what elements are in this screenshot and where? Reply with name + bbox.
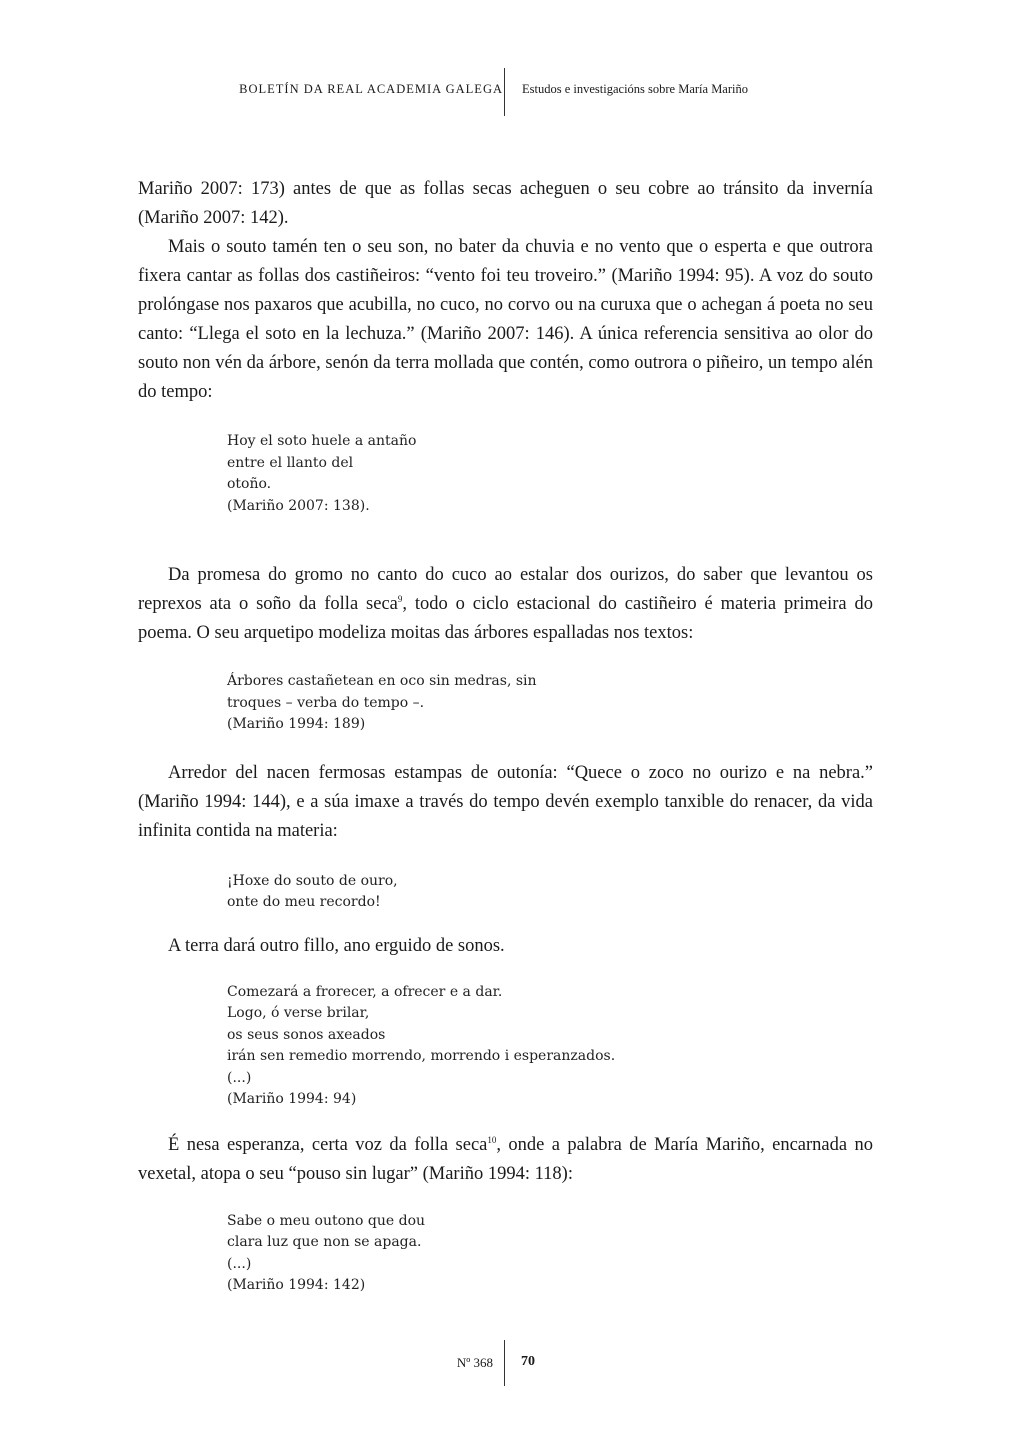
header-divider xyxy=(504,68,505,116)
verse-quote xyxy=(138,982,873,1111)
paragraph xyxy=(138,561,873,648)
paragraph: A terra dará outro fillo, ano erguido de sonos. xyxy=(168,935,505,956)
verse-line: Árbores castañetean en oco sin medras, sin xyxy=(227,673,537,689)
paragraph: Arredor del nacen fermosas estampas de outonía: “Quece o zoco no ourizo e na nebra.” (Mariño 1994: 144), e a súa imaxe a través do tempo devén exemplo tanxible do renacer, da vida infinita contida na materia: xyxy=(138,762,873,841)
verse-line: ¡Hoxe do souto de ouro, xyxy=(227,872,398,889)
issue-number: Nº 368 xyxy=(456,1355,493,1370)
page-number: 70 xyxy=(521,1354,535,1369)
verse-line: (Mariño 2007: 138). xyxy=(227,497,370,514)
verse-line: (Mariño 1994: 94) xyxy=(227,1091,357,1107)
verse-line: clara luz que non se apaga. xyxy=(227,1234,422,1250)
text-run: É nesa esperanza, certa voz da folla seca xyxy=(168,1134,488,1155)
paragraph: Mariño 2007: 173) antes de que as follas secas acheguen o seu cobre ao tránsito da invernía (Mariño 2007: 142). xyxy=(138,179,873,228)
verse-line: (...) xyxy=(227,1069,252,1086)
verse-quote xyxy=(138,1211,873,1297)
verse-line: Hoy el soto huele a antaño xyxy=(227,433,417,449)
verse-line: irán sen remedio morrendo, morrendo i esperanzados. xyxy=(227,1048,616,1064)
verse-line: otoño. xyxy=(227,476,272,492)
running-header xyxy=(0,68,1010,118)
verse-quote xyxy=(138,431,873,517)
verse-line: entre el llanto del xyxy=(227,454,354,471)
verse-line: onte do meu recordo! xyxy=(227,894,381,910)
journal-title: BOLETÍN DA REAL ACADEMIA GALEGA xyxy=(239,82,503,96)
page-body xyxy=(138,175,873,1297)
verse-line: os seus sonos axeados xyxy=(227,1026,386,1043)
text-run: , onde a palabra de María Mariño, encarnada no vexetal, atopa o seu “pouso sin lugar” (Mariño 1994: 118): xyxy=(138,1134,874,1184)
verse-line: Sabe o meu outono que dou xyxy=(227,1212,426,1229)
text-run: , todo o ciclo estacional do castiñeiro é materia primeira do poema. O seu arquetipo modeliza moitas das árbores espalladas nos textos: xyxy=(138,594,873,643)
verse-line: Logo, ó verse brilar, xyxy=(227,1005,370,1021)
verse-line: troques – verba do tempo –. xyxy=(227,694,425,711)
verse-line: (...) xyxy=(227,1255,252,1272)
verse-line: (Mariño 1994: 142) xyxy=(227,1277,366,1293)
verse-quote xyxy=(138,871,873,914)
section-title: Estudos e investigacións sobre María Mariño xyxy=(522,82,748,96)
page-footer xyxy=(0,1340,1010,1388)
paragraph xyxy=(138,1131,873,1189)
verse-quote xyxy=(138,671,873,736)
footnote-marker: 10 xyxy=(487,1134,497,1145)
paragraph: Mais o souto tamén ten o seu son, no bater da chuvia e no vento que o esperta e que outrora fixera cantar as follas dos castiñeiros: “vento foi teu troveiro.” (Mariño 1994: 95). A voz do souto prolóngase nos paxaros que acubilla, no cuco, no corvo ou na curuxa que o achegan á poeta no seu canto: “Llega el soto en la lechuza.” (Mariño 2007: 146). A única referencia sensitiva ao olor do souto non vén da árbore, senón da terra mollada que contén, como outrora o piñeiro, un tempo alén do tempo: xyxy=(138,237,873,402)
text-run: Da promesa do gromo no canto do cuco ao estalar dos ourizos, do saber que levantou os reprexos ata o soño da folla seca xyxy=(138,565,873,614)
verse-line: Comezará a frorecer, a ofrecer e a dar. xyxy=(227,983,503,1000)
footer-divider xyxy=(504,1340,505,1386)
verse-line: (Mariño 1994: 189) xyxy=(227,716,366,732)
footnote-marker: 9 xyxy=(397,593,403,604)
